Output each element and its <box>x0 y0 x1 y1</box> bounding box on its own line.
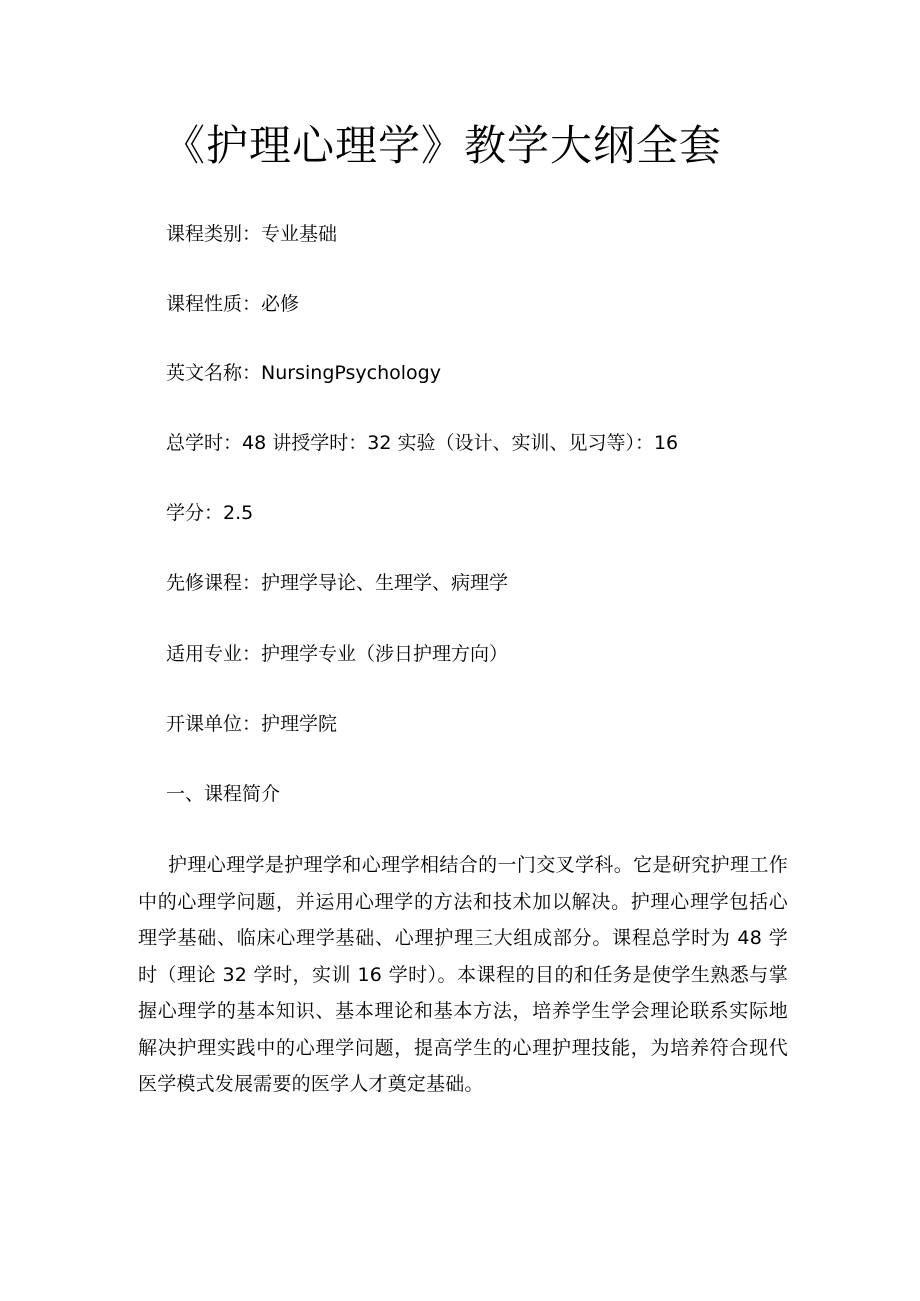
field-separator: ： <box>242 362 262 384</box>
field-total-hours <box>166 430 678 456</box>
field-separator: ： <box>242 713 262 735</box>
field-value: NursingPsychology <box>261 362 441 384</box>
course-intro-paragraph: 护理心理学是护理学和心理学相结合的一门交叉学科。它是研究护理工作中的心理学问题，并运用心理学的方法和技术加以解决。护理心理学包括心理学基础、临床心理学基础、心理护理三大组成部分。课程总学时为 48 学时（理论 32 学时，实训 16 学时）。本课程的目的和任务是使学生熟悉与掌握心理学的基本知识、基本理论和基本方法，培养学生学会理论联系实际地解决护理实践中的心理学问题，提高学生的心理护理技能，为培养符合现代医学模式发展需要的医学人才奠定基础。 <box>138 854 788 1095</box>
field-separator: ： <box>242 293 262 315</box>
field-separator: ： <box>223 432 243 454</box>
field-separator: ： <box>242 572 262 594</box>
field-value: 必修 <box>261 293 300 315</box>
field-credits <box>166 500 253 526</box>
field-english-name <box>166 360 441 386</box>
field-value: 专业基础 <box>261 223 338 245</box>
field-value: 护理学专业（涉日护理方向） <box>261 643 509 665</box>
field-offering-unit <box>166 711 337 737</box>
field-label: 适用专业 <box>166 643 243 665</box>
document-title: 《护理心理学》教学大纲全套 <box>163 121 723 170</box>
field-value: 2.5 <box>223 502 254 524</box>
field-prerequisites <box>166 570 508 596</box>
field-label: 学分 <box>166 502 205 524</box>
field-label: 英文名称 <box>166 362 243 384</box>
field-separator: ： <box>242 223 262 245</box>
field-course-nature <box>166 291 299 317</box>
field-separator: ： <box>242 643 262 665</box>
field-label: 课程类别 <box>166 223 243 245</box>
field-value: 护理学院 <box>261 713 338 735</box>
field-label: 开课单位 <box>166 713 243 735</box>
field-label: 先修课程 <box>166 572 243 594</box>
field-label: 课程性质 <box>166 293 243 315</box>
section-heading-course-intro: 一、课程简介 <box>166 783 281 805</box>
field-applicable-major <box>166 641 508 667</box>
field-value: 48 讲授学时：32 实验（设计、实训、见习等）：16 <box>242 432 679 454</box>
field-label: 总学时 <box>166 432 224 454</box>
field-separator: ： <box>204 502 224 524</box>
field-value: 护理学导论、生理学、病理学 <box>261 572 509 594</box>
field-course-category <box>166 221 337 247</box>
